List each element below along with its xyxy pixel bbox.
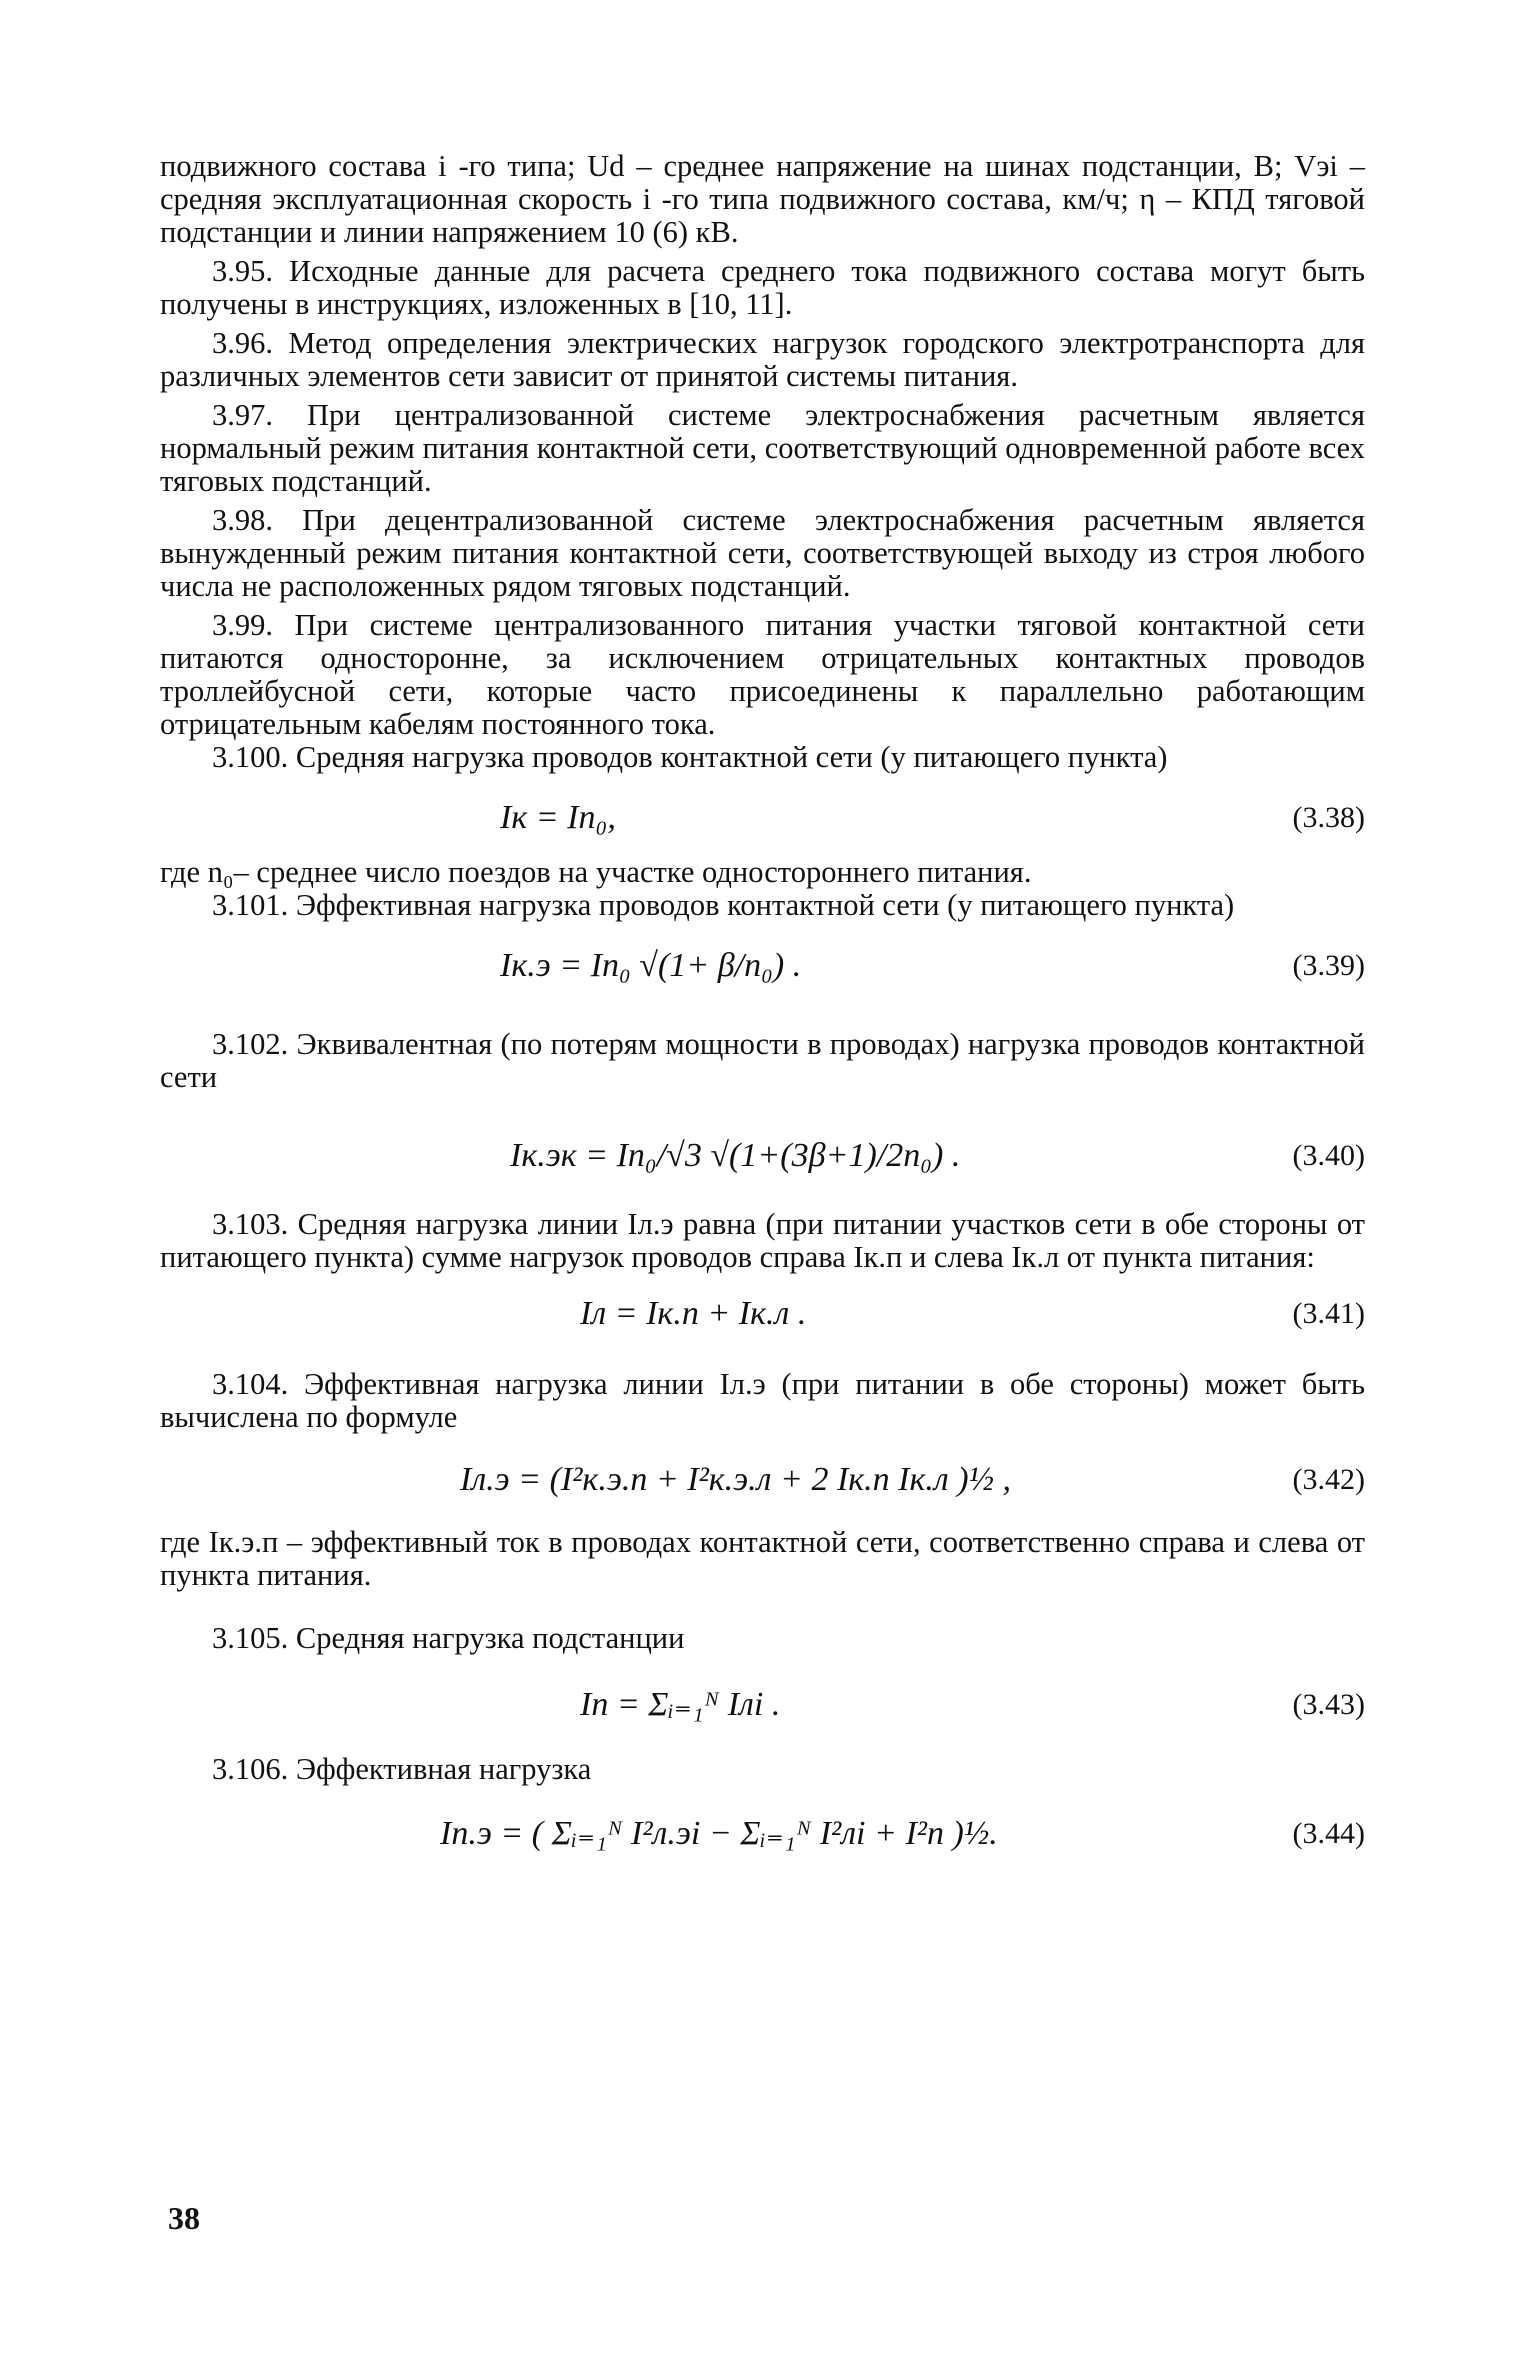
equation-3-42 [160, 1456, 1365, 1504]
equation-3-43 [160, 1681, 1365, 1729]
paragraph-3-102: 3.102. Эквивалентная (по потерям мощности в проводах) нагрузка проводов контактной сети [160, 1027, 1365, 1094]
equation-number: (3.42) [1292, 1463, 1365, 1496]
equation-number: (3.44) [1292, 1817, 1365, 1850]
paragraph-3-103: 3.103. Средняя нагрузка линии Iл.э равна (при питании участков сети в обе стороны от питающего пункта) сумме нагрузок проводов справа Iк.п и слева Iк.л от пункта питания: [160, 1207, 1365, 1274]
paragraph-3-97: 3.97. При централизованной системе электроснабжения расчетным является нормальный режим питания контактной сети, соответствующий одновременной работе всех тяговых подстанций. [160, 398, 1365, 498]
paragraph-3-99: 3.99. При системе централизованного питания участки тяговой контактной сети питаются односторонне, за исключением отрицательных контактных проводов троллейбусной сети, которые часто присоединены к параллельно работающим отрицательным кабелям постоянного тока. [160, 608, 1365, 741]
page-number: 38 [168, 2200, 200, 2236]
formula: Iл = Iк.п + Iк.л . [580, 1295, 807, 1332]
paragraph-3-100: 3.100. Средняя нагрузка проводов контактной сети (у питающего пункта) [212, 740, 1168, 774]
formula: Iк = Ιn₀, [500, 799, 616, 836]
equation-number: (3.43) [1292, 1688, 1365, 1721]
equation-number: (3.39) [1292, 949, 1365, 982]
page-content [160, 150, 1365, 1858]
formula: Iк.э = Ιn₀ √(1+ β/n₀) . [500, 947, 802, 984]
equation-3-40 [160, 1132, 1365, 1180]
where-clause: где Iк.э.п – эффективный ток в проводах контактной сети, соответственно справа и слева от пункта питания. [160, 1525, 1365, 1592]
paragraph: подвижного состава i -го типа; Ud – среднее напряжение на шинах подстанции, В; Vэi – средняя эксплуатационная скорость i -го типа подвижного состава, км/ч; η – КПД тяговой подстанции и линии напряжением 10 (6) кВ. [160, 149, 1365, 249]
paragraph-3-98: 3.98. При децентрализованной системе электроснабжения расчетным является вынужденный режим питания контактной сети, соответствующей выходу из строя любого числа не расположенных рядом тяговых подстанций. [160, 503, 1365, 603]
paragraph-3-96: 3.96. Метод определения электрических нагрузок городского электротранспорта для различных элементов сети зависит от принятой системы питания. [160, 326, 1365, 393]
equation-number: (3.41) [1292, 1297, 1365, 1330]
formula: Iк.эк = Ιn₀/√3 √(1+(3β+1)/2n₀) . [510, 1137, 961, 1174]
equation-3-44 [160, 1810, 1365, 1858]
paragraph-3-105: 3.105. Средняя нагрузка подстанции [212, 1621, 685, 1655]
paragraph-3-101: 3.101. Эффективная нагрузка проводов контактной сети (у питающего пункта) [212, 888, 1235, 922]
formula: Iп.э = ( Σᵢ₌₁ᴺ I²л.эi − Σᵢ₌₁ᴺ I²лi + I²п )½. [440, 1815, 998, 1852]
paragraph-3-106: 3.106. Эффективная нагрузка [212, 1752, 592, 1786]
paragraph-3-104: 3.104. Эффективная нагрузка линии Iл.э (при питании в обе стороны) может быть вычислена по формуле [160, 1367, 1365, 1434]
equation-3-38 [160, 794, 1365, 842]
equation-number: (3.40) [1292, 1139, 1365, 1172]
formula: Iп = Σᵢ₌₁ᴺ Iлi . [580, 1686, 781, 1723]
equation-3-39 [160, 942, 1365, 990]
paragraph-3-95: 3.95. Исходные данные для расчета среднего тока подвижного состава могут быть получены в инструкциях, изложенных в [10, 11]. [160, 254, 1365, 321]
where-clause: где n₀– среднее число поездов на участке одностороннего питания. [160, 855, 1032, 889]
equation-3-41 [160, 1290, 1365, 1338]
equation-number: (3.38) [1292, 801, 1365, 834]
formula: Iл.э = (I²к.э.п + I²к.э.л + 2 Iк.п Iк.л )½ , [460, 1461, 1012, 1498]
